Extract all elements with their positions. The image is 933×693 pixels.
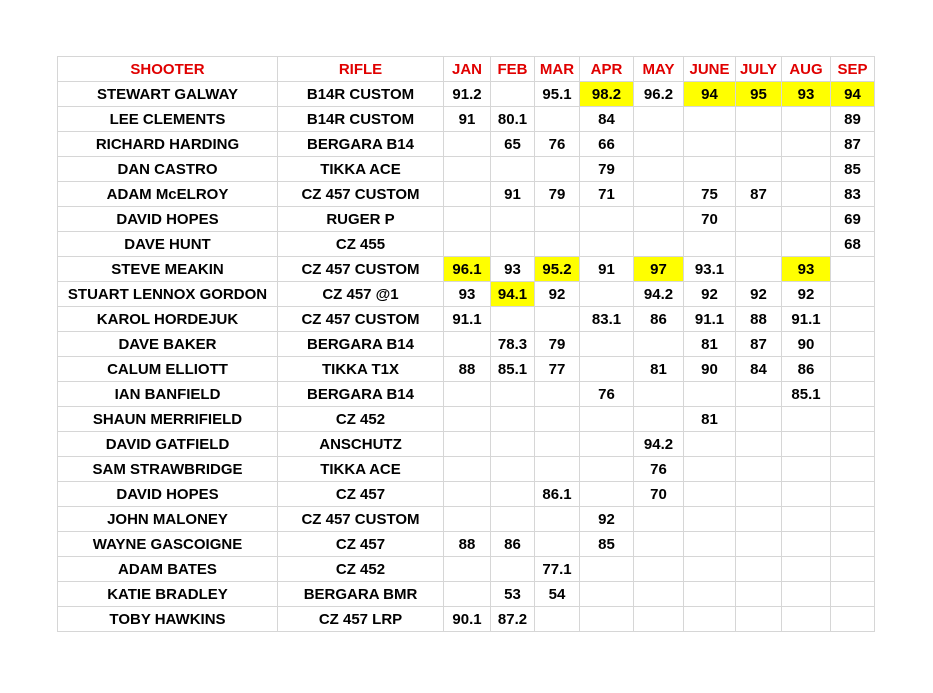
score-cell-sep bbox=[831, 357, 875, 382]
table-row bbox=[58, 582, 875, 607]
score-cell-jan: 93 bbox=[444, 282, 491, 307]
rifle-cell: CZ 457 CUSTOM bbox=[278, 307, 444, 332]
score-cell-jan bbox=[444, 482, 491, 507]
header-mar: MAR bbox=[535, 57, 580, 82]
score-cell-mar bbox=[535, 157, 580, 182]
score-cell-june bbox=[684, 482, 736, 507]
score-cell-july bbox=[736, 107, 782, 132]
table-body bbox=[58, 57, 875, 632]
score-cell-july bbox=[736, 482, 782, 507]
score-cell-mar bbox=[535, 232, 580, 257]
score-cell-aug: 86 bbox=[782, 357, 831, 382]
score-cell-july bbox=[736, 257, 782, 282]
score-cell-feb: 78.3 bbox=[491, 332, 535, 357]
score-cell-june bbox=[684, 382, 736, 407]
score-cell-sep bbox=[831, 282, 875, 307]
score-cell-mar bbox=[535, 432, 580, 457]
score-cell-mar: 77 bbox=[535, 357, 580, 382]
score-cell-apr: 85 bbox=[580, 532, 634, 557]
score-cell-feb: 94.1 bbox=[491, 282, 535, 307]
score-cell-june bbox=[684, 157, 736, 182]
score-cell-apr bbox=[580, 332, 634, 357]
rifle-cell: B14R CUSTOM bbox=[278, 82, 444, 107]
score-cell-sep bbox=[831, 582, 875, 607]
score-cell-jan bbox=[444, 182, 491, 207]
score-cell-july: 88 bbox=[736, 307, 782, 332]
score-cell-sep bbox=[831, 532, 875, 557]
score-cell-aug: 90 bbox=[782, 332, 831, 357]
score-cell-sep: 89 bbox=[831, 107, 875, 132]
score-cell-may: 96.2 bbox=[634, 82, 684, 107]
score-cell-may: 86 bbox=[634, 307, 684, 332]
score-cell-mar: 54 bbox=[535, 582, 580, 607]
score-cell-aug: 92 bbox=[782, 282, 831, 307]
score-cell-feb: 87.2 bbox=[491, 607, 535, 632]
shooter-cell: KATIE BRADLEY bbox=[58, 582, 278, 607]
score-cell-june: 70 bbox=[684, 207, 736, 232]
header-july: JULY bbox=[736, 57, 782, 82]
table-row bbox=[58, 107, 875, 132]
score-cell-mar bbox=[535, 107, 580, 132]
score-cell-jan bbox=[444, 507, 491, 532]
table-row bbox=[58, 482, 875, 507]
table-row bbox=[58, 257, 875, 282]
header-may: MAY bbox=[634, 57, 684, 82]
score-cell-june: 81 bbox=[684, 407, 736, 432]
score-cell-mar bbox=[535, 382, 580, 407]
shooter-cell: SHAUN MERRIFIELD bbox=[58, 407, 278, 432]
score-cell-aug bbox=[782, 507, 831, 532]
score-cell-july bbox=[736, 382, 782, 407]
score-cell-jan bbox=[444, 457, 491, 482]
table-row bbox=[58, 307, 875, 332]
header-june: JUNE bbox=[684, 57, 736, 82]
score-cell-feb: 85.1 bbox=[491, 357, 535, 382]
table-row bbox=[58, 432, 875, 457]
score-cell-mar bbox=[535, 207, 580, 232]
score-cell-aug bbox=[782, 157, 831, 182]
score-cell-aug bbox=[782, 457, 831, 482]
score-cell-jan: 88 bbox=[444, 532, 491, 557]
score-cell-apr: 98.2 bbox=[580, 82, 634, 107]
score-cell-june bbox=[684, 232, 736, 257]
score-cell-apr bbox=[580, 207, 634, 232]
score-cell-july bbox=[736, 582, 782, 607]
score-cell-sep bbox=[831, 257, 875, 282]
rifle-cell: BERGARA B14 bbox=[278, 332, 444, 357]
score-cell-june: 90 bbox=[684, 357, 736, 382]
score-cell-june bbox=[684, 457, 736, 482]
score-cell-sep bbox=[831, 332, 875, 357]
shooter-cell: DAVID HOPES bbox=[58, 482, 278, 507]
table-row bbox=[58, 382, 875, 407]
score-cell-may bbox=[634, 332, 684, 357]
score-cell-july: 92 bbox=[736, 282, 782, 307]
score-cell-mar: 79 bbox=[535, 332, 580, 357]
score-cell-aug: 91.1 bbox=[782, 307, 831, 332]
score-cell-june: 94 bbox=[684, 82, 736, 107]
score-cell-aug bbox=[782, 232, 831, 257]
score-cell-apr: 71 bbox=[580, 182, 634, 207]
score-cell-aug bbox=[782, 132, 831, 157]
table-row bbox=[58, 557, 875, 582]
score-cell-june bbox=[684, 432, 736, 457]
shooter-cell: DAVE BAKER bbox=[58, 332, 278, 357]
score-cell-feb: 65 bbox=[491, 132, 535, 157]
header-rifle: RIFLE bbox=[278, 57, 444, 82]
score-cell-jan bbox=[444, 582, 491, 607]
rifle-cell: TIKKA ACE bbox=[278, 457, 444, 482]
rifle-cell: CZ 457 CUSTOM bbox=[278, 257, 444, 282]
rifle-cell: CZ 457 LRP bbox=[278, 607, 444, 632]
score-cell-july bbox=[736, 557, 782, 582]
score-cell-july bbox=[736, 457, 782, 482]
rifle-cell: CZ 457 CUSTOM bbox=[278, 182, 444, 207]
score-cell-may: 97 bbox=[634, 257, 684, 282]
shooter-cell: DAVID HOPES bbox=[58, 207, 278, 232]
shooter-cell: WAYNE GASCOIGNE bbox=[58, 532, 278, 557]
rifle-cell: CZ 457 CUSTOM bbox=[278, 507, 444, 532]
score-cell-feb bbox=[491, 457, 535, 482]
score-cell-july: 87 bbox=[736, 332, 782, 357]
score-cell-may: 70 bbox=[634, 482, 684, 507]
score-cell-may bbox=[634, 532, 684, 557]
shooter-cell: DAN CASTRO bbox=[58, 157, 278, 182]
score-cell-june bbox=[684, 532, 736, 557]
score-cell-sep bbox=[831, 307, 875, 332]
score-cell-aug bbox=[782, 207, 831, 232]
header-aug: AUG bbox=[782, 57, 831, 82]
score-cell-jan bbox=[444, 132, 491, 157]
rifle-cell: CZ 452 bbox=[278, 407, 444, 432]
score-cell-aug bbox=[782, 182, 831, 207]
score-cell-apr bbox=[580, 282, 634, 307]
rifle-cell: TIKKA ACE bbox=[278, 157, 444, 182]
score-cell-july bbox=[736, 232, 782, 257]
header-shooter: SHOOTER bbox=[58, 57, 278, 82]
rifle-cell: TIKKA T1X bbox=[278, 357, 444, 382]
table-row bbox=[58, 282, 875, 307]
score-cell-july bbox=[736, 157, 782, 182]
score-cell-apr bbox=[580, 457, 634, 482]
score-cell-sep: 83 bbox=[831, 182, 875, 207]
score-cell-jan: 91.2 bbox=[444, 82, 491, 107]
score-cell-jan bbox=[444, 407, 491, 432]
shooter-cell: ADAM McELROY bbox=[58, 182, 278, 207]
header-apr: APR bbox=[580, 57, 634, 82]
score-cell-jan bbox=[444, 382, 491, 407]
table-row bbox=[58, 82, 875, 107]
rifle-cell: CZ 457 bbox=[278, 482, 444, 507]
score-cell-apr bbox=[580, 407, 634, 432]
score-cell-june bbox=[684, 582, 736, 607]
score-cell-june: 91.1 bbox=[684, 307, 736, 332]
score-cell-sep: 85 bbox=[831, 157, 875, 182]
score-cell-july: 87 bbox=[736, 182, 782, 207]
shooter-cell: DAVE HUNT bbox=[58, 232, 278, 257]
score-cell-may bbox=[634, 557, 684, 582]
shooter-cell: LEE CLEMENTS bbox=[58, 107, 278, 132]
score-cell-feb: 80.1 bbox=[491, 107, 535, 132]
score-cell-apr bbox=[580, 482, 634, 507]
score-cell-jan: 88 bbox=[444, 357, 491, 382]
table-row bbox=[58, 182, 875, 207]
score-cell-feb: 86 bbox=[491, 532, 535, 557]
rifle-cell: BERGARA B14 bbox=[278, 382, 444, 407]
score-cell-mar bbox=[535, 532, 580, 557]
score-cell-sep bbox=[831, 432, 875, 457]
score-cell-may bbox=[634, 232, 684, 257]
score-cell-may: 76 bbox=[634, 457, 684, 482]
shooter-cell: RICHARD HARDING bbox=[58, 132, 278, 157]
score-cell-feb: 53 bbox=[491, 582, 535, 607]
score-cell-feb bbox=[491, 207, 535, 232]
table-row bbox=[58, 232, 875, 257]
score-cell-sep bbox=[831, 507, 875, 532]
header-jan: JAN bbox=[444, 57, 491, 82]
shooter-cell: CALUM ELLIOTT bbox=[58, 357, 278, 382]
shooter-cell: IAN BANFIELD bbox=[58, 382, 278, 407]
score-cell-mar: 79 bbox=[535, 182, 580, 207]
shooter-cell: TOBY HAWKINS bbox=[58, 607, 278, 632]
score-cell-apr bbox=[580, 232, 634, 257]
score-cell-sep bbox=[831, 557, 875, 582]
score-cell-aug: 85.1 bbox=[782, 382, 831, 407]
rifle-cell: CZ 457 @1 bbox=[278, 282, 444, 307]
score-cell-aug bbox=[782, 532, 831, 557]
score-cell-apr bbox=[580, 432, 634, 457]
score-cell-sep bbox=[831, 457, 875, 482]
score-cell-july: 84 bbox=[736, 357, 782, 382]
score-cell-feb: 93 bbox=[491, 257, 535, 282]
score-cell-apr: 84 bbox=[580, 107, 634, 132]
shooter-cell: KAROL HORDEJUK bbox=[58, 307, 278, 332]
score-cell-apr bbox=[580, 582, 634, 607]
score-cell-sep bbox=[831, 482, 875, 507]
table-row bbox=[58, 332, 875, 357]
table-row bbox=[58, 132, 875, 157]
score-cell-sep: 87 bbox=[831, 132, 875, 157]
score-cell-june bbox=[684, 132, 736, 157]
score-cell-apr: 79 bbox=[580, 157, 634, 182]
rifle-cell: BERGARA BMR bbox=[278, 582, 444, 607]
score-cell-july: 95 bbox=[736, 82, 782, 107]
table-row bbox=[58, 407, 875, 432]
score-cell-may: 94.2 bbox=[634, 282, 684, 307]
score-cell-feb bbox=[491, 232, 535, 257]
shooter-cell: SAM STRAWBRIDGE bbox=[58, 457, 278, 482]
score-cell-may bbox=[634, 207, 684, 232]
rifle-cell: B14R CUSTOM bbox=[278, 107, 444, 132]
score-cell-feb bbox=[491, 382, 535, 407]
score-cell-aug bbox=[782, 482, 831, 507]
score-cell-june bbox=[684, 607, 736, 632]
score-cell-jan: 91.1 bbox=[444, 307, 491, 332]
score-cell-july bbox=[736, 532, 782, 557]
shooter-cell: JOHN MALONEY bbox=[58, 507, 278, 532]
score-cell-mar: 86.1 bbox=[535, 482, 580, 507]
score-cell-feb bbox=[491, 432, 535, 457]
shooter-cell: STUART LENNOX GORDON bbox=[58, 282, 278, 307]
score-cell-aug bbox=[782, 557, 831, 582]
rifle-cell: CZ 452 bbox=[278, 557, 444, 582]
score-cell-may: 94.2 bbox=[634, 432, 684, 457]
score-cell-mar: 95.1 bbox=[535, 82, 580, 107]
score-cell-july bbox=[736, 132, 782, 157]
score-cell-mar bbox=[535, 307, 580, 332]
score-cell-jan bbox=[444, 157, 491, 182]
score-cell-sep bbox=[831, 607, 875, 632]
score-cell-may bbox=[634, 582, 684, 607]
score-cell-sep: 69 bbox=[831, 207, 875, 232]
header-feb: FEB bbox=[491, 57, 535, 82]
score-cell-mar bbox=[535, 407, 580, 432]
score-cell-june bbox=[684, 107, 736, 132]
score-cell-mar: 77.1 bbox=[535, 557, 580, 582]
table-row bbox=[58, 507, 875, 532]
score-cell-july bbox=[736, 432, 782, 457]
score-cell-aug: 93 bbox=[782, 257, 831, 282]
score-cell-feb bbox=[491, 82, 535, 107]
header-row bbox=[58, 57, 875, 82]
score-cell-mar bbox=[535, 507, 580, 532]
score-cell-jan bbox=[444, 432, 491, 457]
score-cell-mar: 76 bbox=[535, 132, 580, 157]
table-row bbox=[58, 357, 875, 382]
score-cell-feb bbox=[491, 157, 535, 182]
score-cell-mar: 92 bbox=[535, 282, 580, 307]
score-cell-may: 81 bbox=[634, 357, 684, 382]
score-cell-may bbox=[634, 107, 684, 132]
score-cell-may bbox=[634, 382, 684, 407]
score-cell-sep: 68 bbox=[831, 232, 875, 257]
rifle-cell: CZ 457 bbox=[278, 532, 444, 557]
score-table bbox=[57, 56, 875, 632]
table-row bbox=[58, 607, 875, 632]
shooter-cell: STEVE MEAKIN bbox=[58, 257, 278, 282]
header-sep: SEP bbox=[831, 57, 875, 82]
score-cell-feb bbox=[491, 557, 535, 582]
score-cell-june bbox=[684, 507, 736, 532]
score-cell-jan: 96.1 bbox=[444, 257, 491, 282]
score-cell-apr: 91 bbox=[580, 257, 634, 282]
table-row bbox=[58, 532, 875, 557]
score-cell-aug bbox=[782, 582, 831, 607]
score-cell-jan: 90.1 bbox=[444, 607, 491, 632]
score-cell-may bbox=[634, 507, 684, 532]
score-cell-jan: 91 bbox=[444, 107, 491, 132]
score-cell-feb bbox=[491, 482, 535, 507]
rifle-cell: RUGER P bbox=[278, 207, 444, 232]
score-cell-may bbox=[634, 132, 684, 157]
score-cell-sep: 94 bbox=[831, 82, 875, 107]
score-cell-apr: 66 bbox=[580, 132, 634, 157]
score-cell-apr: 83.1 bbox=[580, 307, 634, 332]
score-cell-june: 92 bbox=[684, 282, 736, 307]
table-row bbox=[58, 207, 875, 232]
score-cell-feb: 91 bbox=[491, 182, 535, 207]
score-cell-aug bbox=[782, 432, 831, 457]
score-cell-may bbox=[634, 157, 684, 182]
score-cell-aug bbox=[782, 607, 831, 632]
score-cell-apr: 76 bbox=[580, 382, 634, 407]
score-cell-mar: 95.2 bbox=[535, 257, 580, 282]
score-cell-jan bbox=[444, 232, 491, 257]
score-cell-july bbox=[736, 207, 782, 232]
score-cell-sep bbox=[831, 407, 875, 432]
rifle-cell: ANSCHUTZ bbox=[278, 432, 444, 457]
table-row bbox=[58, 157, 875, 182]
rifle-cell: BERGARA B14 bbox=[278, 132, 444, 157]
score-cell-apr bbox=[580, 557, 634, 582]
score-cell-apr bbox=[580, 607, 634, 632]
score-cell-mar bbox=[535, 457, 580, 482]
score-cell-aug bbox=[782, 107, 831, 132]
shooter-cell: STEWART GALWAY bbox=[58, 82, 278, 107]
score-cell-mar bbox=[535, 607, 580, 632]
score-cell-feb bbox=[491, 507, 535, 532]
score-cell-jan bbox=[444, 332, 491, 357]
shooter-cell: DAVID GATFIELD bbox=[58, 432, 278, 457]
shooter-cell: ADAM BATES bbox=[58, 557, 278, 582]
score-cell-feb bbox=[491, 407, 535, 432]
score-cell-may bbox=[634, 182, 684, 207]
score-cell-aug: 93 bbox=[782, 82, 831, 107]
score-cell-june: 75 bbox=[684, 182, 736, 207]
score-cell-july bbox=[736, 607, 782, 632]
score-cell-sep bbox=[831, 382, 875, 407]
score-cell-may bbox=[634, 407, 684, 432]
rifle-cell: CZ 455 bbox=[278, 232, 444, 257]
score-cell-apr bbox=[580, 357, 634, 382]
score-cell-may bbox=[634, 607, 684, 632]
score-cell-feb bbox=[491, 307, 535, 332]
score-cell-june: 81 bbox=[684, 332, 736, 357]
score-cell-jan bbox=[444, 207, 491, 232]
score-cell-july bbox=[736, 507, 782, 532]
score-cell-june: 93.1 bbox=[684, 257, 736, 282]
score-cell-aug bbox=[782, 407, 831, 432]
score-cell-apr: 92 bbox=[580, 507, 634, 532]
score-cell-july bbox=[736, 407, 782, 432]
score-cell-june bbox=[684, 557, 736, 582]
table-row bbox=[58, 457, 875, 482]
score-cell-jan bbox=[444, 557, 491, 582]
